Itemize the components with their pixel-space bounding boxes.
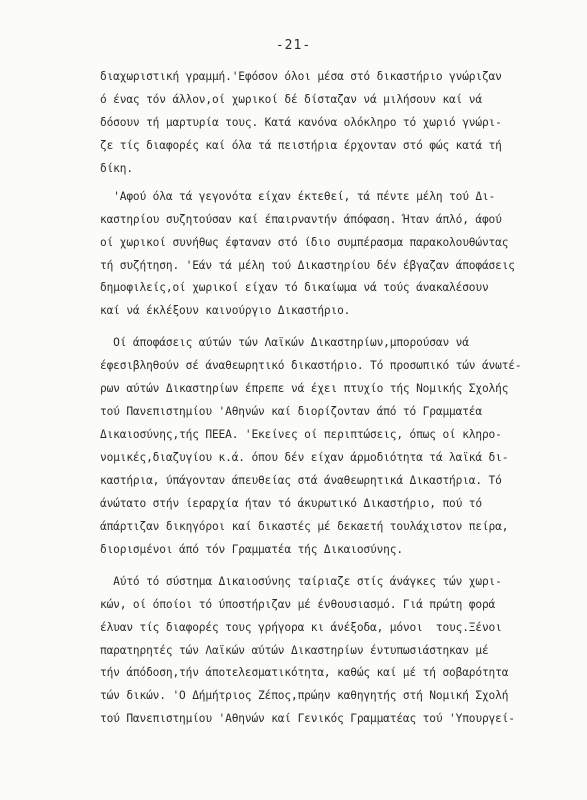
text-line: παρατηρητές τών Λαϊκών αύτών Δικαστηρίων έντυπωσιάστηκαν μέ [100,643,489,657]
text-line: τού Πανεπιστημίου 'Αθηνών καί διορίζονταν άπό τό Γραμματέα [100,405,482,419]
text-line: τών δικών. 'Ο Δήμήτριος Ζέπος,πρώην καθηγητής στή Νομική Σχολή [100,689,509,703]
text-line: κών, οί όποίοι τό ύποστήριζαν μέ ένθουσιασμό. Γιά πρώτη φορά [100,597,496,611]
text-line: τού Πανεπιστημίου 'Αθηνών καί Γενικός Γραμματέας τού 'Υπουργεί- [100,712,515,726]
text-line: δίκη. [100,161,133,175]
text-line: νομικές,διαζυγίου κ.ά. όπου δέν είχαν άρμοδιότητα τά λαϊκά δι- [100,451,509,464]
paragraph-4 [100,571,587,732]
text-line: Δικαιοσύνης,τής ΠΕΕΑ. 'Εκείνες οί περιπτώσεις, όπως οί κληρο- [100,428,502,442]
body-text [100,66,587,731]
text-line: διορισμένοι άπό τόν Γραμματέα τής Δικαιοσύνης. [100,542,403,556]
text-line: οί χωρικοί συνήθως έφταναν στό ίδιο συμπέρασμα παρακολουθώντας [100,235,509,249]
text-line: έφεσιβληθούν σέ άναθεωρητικό δικαστήριο. Τό προσωπικό τών άνωτέ- [100,359,522,373]
paragraph-2 [100,186,587,324]
text-line: δόσουν τή μαρτυρία τους. Κατά κανόνα ολόκληρο τό χωριό γνώρι- [100,115,502,129]
text-line: ρων αύτών Δικαστηρίων έπρεπε νά έχει πτυχίο τής Νομικής Σχολής [100,382,509,396]
text-line: καστήρια, ύπάγονταν άπευθείας στά άναθεωρητικά Δικαστήρια. Τό [100,473,502,487]
text-line: άπάρτιζαν δικηγόροι καί δικαστές μέ δεκαετή τουλάχιστον πείρα, [100,519,509,533]
text-line: καστηρίου συζητούσαν καί έπαιρναντήν άπόφαση. Ήταν άπλό, άφού [100,212,502,226]
text-line: 'Αφού όλα τά γεγονότα είχαν έκτεθεί, τά πέντε μέλη τού Δι- [100,189,496,203]
text-line: καί νά έκλέξουν καινούργιο Δικαστήριο. [100,304,351,318]
text-line: Αύτό τό σύστημα Δικαιοσύνης ταίριαζε στίς άνάγκες τών χωρι- [100,574,502,588]
paragraph-3 [100,332,587,561]
text-line: διαχωριστική γραμμή.'Εφόσον όλοι μέσα στό δικαστήριο γνώριζαν [100,70,502,83]
page-number: -21- [275,38,312,53]
text-line: τή συζήτηση. 'Εάν τά μέλη τού Δικαστηρίου δέν έβγαζαν άποφάσεις [100,258,515,272]
text-line: άνώτατο στήν ίεραρχία ήταν τό άκυρωτικό Δικαστήριο, πού τό [100,496,482,510]
text-line: έλυαν τίς διαφορές τους γρήγορα κι άνέξοδα, μόνοι τους.Ξένοι [100,620,502,634]
paragraph-1 [100,66,587,181]
text-line: δημοφιλείς,οί χωρικοί είχαν τό δικαίωμα νά τούς άνακαλέσουν [100,281,489,295]
text-line: ό ένας τόν άλλον,οί χωρικοί δέ δίσταζαν νά μιλήσουν καί νά [100,92,482,106]
text-line: ζε τίς διαφορές καί όλα τά πειστήρια έρχονταν στό φώς κατά τή [100,138,502,152]
text-line: τήν άπόδοση,τήν άποτελεσματικότητα, καθώς καί μέ τή σοβαρότητα [100,666,509,680]
text-line: Οί άποφάσεις αύτών τών Λαϊκών Δικαστηρίων,μπορούσαν νά [100,336,469,350]
